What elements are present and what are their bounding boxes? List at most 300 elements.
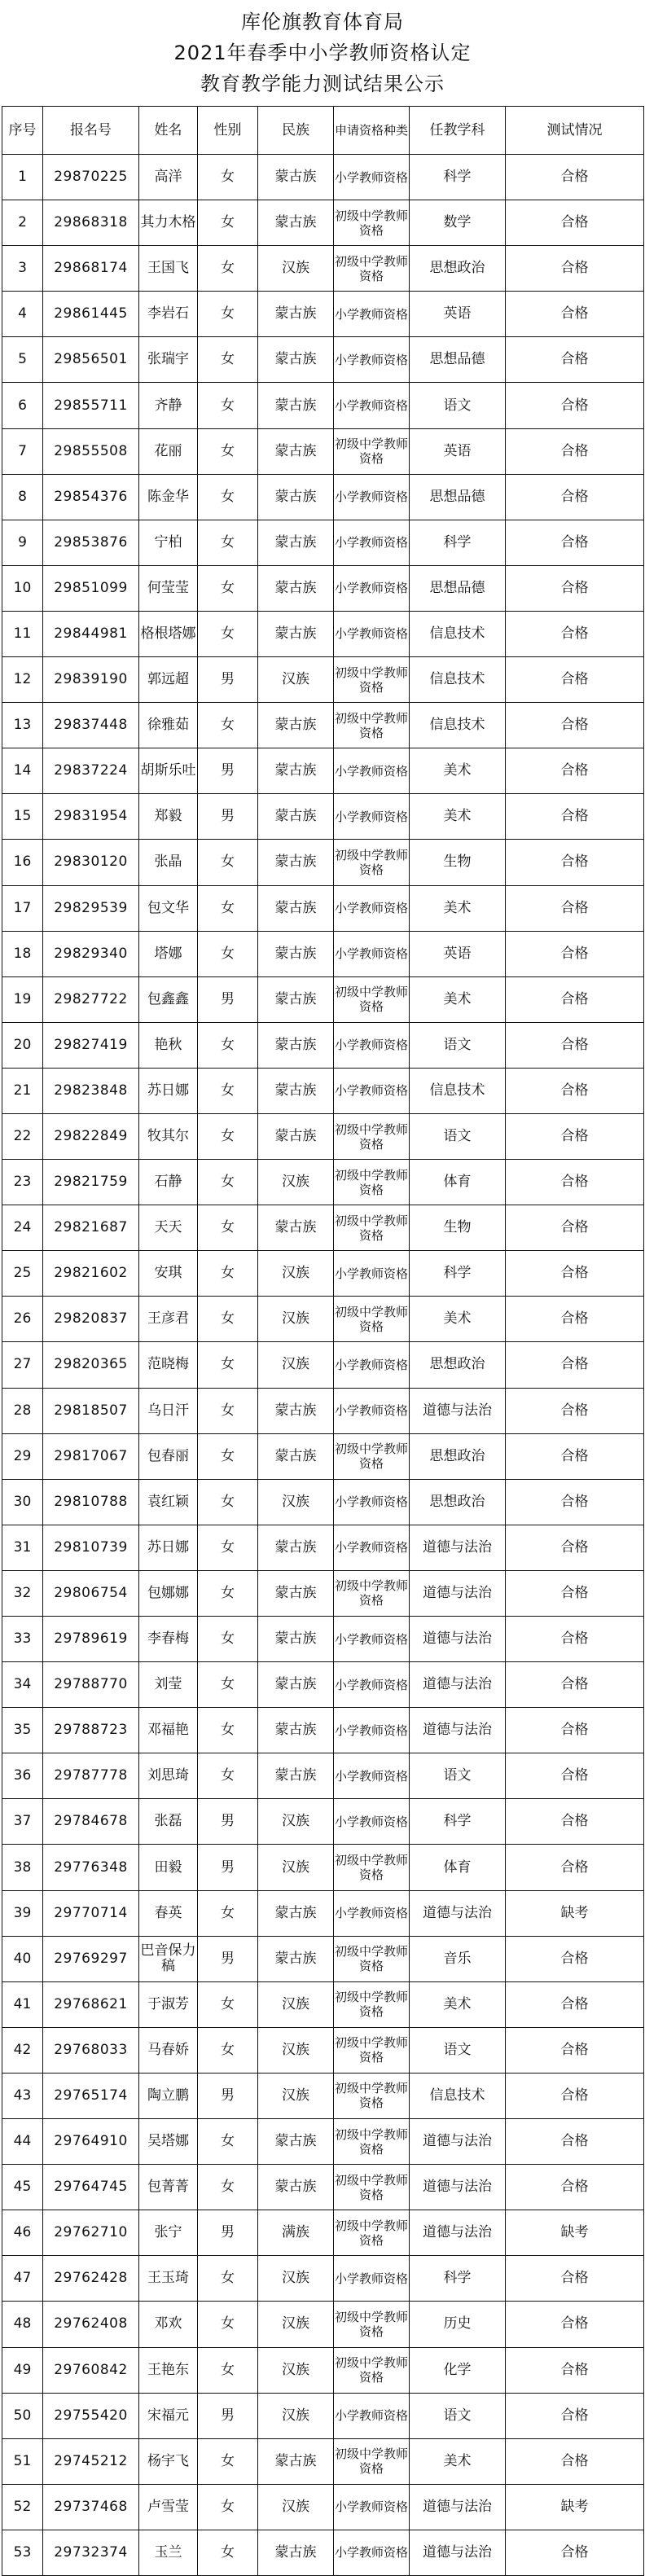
cell-name: 邓福艳 bbox=[139, 1708, 198, 1753]
cell-test-result: 合格 bbox=[506, 565, 644, 611]
cell-ethnicity: 蒙古族 bbox=[258, 428, 334, 474]
table-row bbox=[2, 155, 644, 200]
cell-subject: 语文 bbox=[410, 1022, 506, 1068]
cell-qualification-type: 初级中学教师资格 bbox=[334, 2302, 410, 2347]
table-row bbox=[2, 2347, 644, 2393]
table-row bbox=[2, 794, 644, 840]
cell-seq: 41 bbox=[2, 1981, 43, 2027]
cell-subject: 体育 bbox=[410, 1845, 506, 1890]
table-row bbox=[2, 703, 644, 748]
table-row bbox=[2, 2256, 644, 2302]
cell-reg-no: 29831954 bbox=[43, 794, 139, 840]
cell-seq: 53 bbox=[2, 2530, 43, 2575]
table-row bbox=[2, 565, 644, 611]
table-row bbox=[2, 885, 644, 931]
cell-test-result: 合格 bbox=[506, 748, 644, 794]
cell-gender: 女 bbox=[198, 2027, 258, 2073]
cell-subject: 美术 bbox=[410, 1297, 506, 1342]
cell-name: 张瑞宇 bbox=[139, 337, 198, 383]
table-row bbox=[2, 1388, 644, 1433]
cell-reg-no: 29745212 bbox=[43, 2438, 139, 2484]
cell-test-result: 合格 bbox=[506, 931, 644, 976]
cell-gender: 男 bbox=[198, 657, 258, 703]
cell-ethnicity: 汉族 bbox=[258, 2302, 334, 2347]
cell-name: 包鑫鑫 bbox=[139, 976, 198, 1022]
cell-name: 宋福元 bbox=[139, 2393, 198, 2438]
table-header-row bbox=[2, 107, 644, 155]
table-row bbox=[2, 1890, 644, 1936]
cell-seq: 37 bbox=[2, 1799, 43, 1845]
cell-reg-no: 29806754 bbox=[43, 1570, 139, 1616]
cell-gender: 女 bbox=[198, 1753, 258, 1799]
cell-reg-no: 29855711 bbox=[43, 383, 139, 428]
table-row bbox=[2, 292, 644, 337]
cell-reg-no: 29768033 bbox=[43, 2027, 139, 2073]
cell-gender: 女 bbox=[198, 2530, 258, 2575]
cell-gender: 女 bbox=[198, 1342, 258, 1388]
cell-seq: 36 bbox=[2, 1753, 43, 1799]
cell-ethnicity: 汉族 bbox=[258, 2256, 334, 2302]
cell-test-result: 合格 bbox=[506, 292, 644, 337]
cell-seq: 19 bbox=[2, 976, 43, 1022]
cell-qualification-type: 初级中学教师资格 bbox=[334, 246, 410, 292]
cell-ethnicity: 蒙古族 bbox=[258, 748, 334, 794]
cell-reg-no: 29765174 bbox=[43, 2073, 139, 2118]
cell-gender: 女 bbox=[198, 520, 258, 565]
cell-ethnicity: 蒙古族 bbox=[258, 2165, 334, 2210]
cell-qualification-type: 初级中学教师资格 bbox=[334, 1205, 410, 1251]
cell-qualification-type: 小学教师资格 bbox=[334, 2256, 410, 2302]
cell-subject: 思想政治 bbox=[410, 1433, 506, 1479]
cell-qualification-type: 小学教师资格 bbox=[334, 885, 410, 931]
cell-seq: 47 bbox=[2, 2256, 43, 2302]
cell-ethnicity: 蒙古族 bbox=[258, 703, 334, 748]
cell-qualification-type: 小学教师资格 bbox=[334, 2393, 410, 2438]
header-reg-no: 报名号 bbox=[43, 107, 139, 155]
cell-name: 花丽 bbox=[139, 428, 198, 474]
cell-subject: 道德与法治 bbox=[410, 2210, 506, 2256]
cell-subject: 道德与法治 bbox=[410, 2165, 506, 2210]
cell-reg-no: 29837448 bbox=[43, 703, 139, 748]
table-row bbox=[2, 383, 644, 428]
cell-gender: 女 bbox=[198, 428, 258, 474]
table-row bbox=[2, 1068, 644, 1113]
cell-gender: 女 bbox=[198, 1160, 258, 1205]
table-row bbox=[2, 1433, 644, 1479]
cell-subject: 道德与法治 bbox=[410, 2484, 506, 2530]
table-row bbox=[2, 2027, 644, 2073]
cell-gender: 女 bbox=[198, 2347, 258, 2393]
table-row bbox=[2, 748, 644, 794]
cell-reg-no: 29823848 bbox=[43, 1068, 139, 1113]
cell-gender: 女 bbox=[198, 2302, 258, 2347]
cell-qualification-type: 小学教师资格 bbox=[334, 520, 410, 565]
cell-ethnicity: 蒙古族 bbox=[258, 2119, 334, 2165]
table-row bbox=[2, 246, 644, 292]
cell-test-result: 缺考 bbox=[506, 2210, 644, 2256]
cell-subject: 思想品德 bbox=[410, 474, 506, 520]
cell-reg-no: 29827419 bbox=[43, 1022, 139, 1068]
cell-reg-no: 29776348 bbox=[43, 1845, 139, 1890]
cell-qualification-type: 小学教师资格 bbox=[334, 2530, 410, 2575]
cell-ethnicity: 蒙古族 bbox=[258, 931, 334, 976]
table-row bbox=[2, 1342, 644, 1388]
cell-name: 张晶 bbox=[139, 840, 198, 885]
cell-subject: 道德与法治 bbox=[410, 2119, 506, 2165]
cell-reg-no: 29821759 bbox=[43, 1160, 139, 1205]
cell-subject: 道德与法治 bbox=[410, 1708, 506, 1753]
cell-name: 刘莹 bbox=[139, 1662, 198, 1708]
header-seq: 序号 bbox=[2, 107, 43, 155]
cell-seq: 27 bbox=[2, 1342, 43, 1388]
cell-seq: 2 bbox=[2, 200, 43, 246]
cell-test-result: 合格 bbox=[506, 1068, 644, 1113]
cell-qualification-type: 小学教师资格 bbox=[334, 1708, 410, 1753]
table-row bbox=[2, 611, 644, 656]
cell-qualification-type: 小学教师资格 bbox=[334, 931, 410, 976]
cell-test-result: 合格 bbox=[506, 657, 644, 703]
table-row bbox=[2, 1113, 644, 1159]
cell-seq: 3 bbox=[2, 246, 43, 292]
cell-test-result: 合格 bbox=[506, 428, 644, 474]
cell-test-result: 合格 bbox=[506, 976, 644, 1022]
cell-subject: 美术 bbox=[410, 748, 506, 794]
cell-seq: 42 bbox=[2, 2027, 43, 2073]
cell-name: 包春丽 bbox=[139, 1433, 198, 1479]
cell-reg-no: 29829539 bbox=[43, 885, 139, 931]
cell-name: 乌日汗 bbox=[139, 1388, 198, 1433]
cell-name: 包文华 bbox=[139, 885, 198, 931]
cell-reg-no: 29817067 bbox=[43, 1433, 139, 1479]
cell-ethnicity: 蒙古族 bbox=[258, 2438, 334, 2484]
cell-subject: 美术 bbox=[410, 976, 506, 1022]
cell-ethnicity: 蒙古族 bbox=[258, 155, 334, 200]
cell-gender: 男 bbox=[198, 976, 258, 1022]
cell-name: 王国飞 bbox=[139, 246, 198, 292]
cell-subject: 科学 bbox=[410, 1799, 506, 1845]
cell-qualification-type: 初级中学教师资格 bbox=[334, 2073, 410, 2118]
cell-test-result: 合格 bbox=[506, 2438, 644, 2484]
cell-gender: 女 bbox=[198, 1662, 258, 1708]
cell-qualification-type: 小学教师资格 bbox=[334, 474, 410, 520]
cell-subject: 体育 bbox=[410, 1160, 506, 1205]
cell-test-result: 合格 bbox=[506, 2256, 644, 2302]
cell-gender: 女 bbox=[198, 383, 258, 428]
cell-qualification-type: 初级中学教师资格 bbox=[334, 1297, 410, 1342]
cell-ethnicity: 蒙古族 bbox=[258, 1525, 334, 1570]
cell-reg-no: 29764745 bbox=[43, 2165, 139, 2210]
cell-subject: 道德与法治 bbox=[410, 1525, 506, 1570]
cell-name: 苏日娜 bbox=[139, 1068, 198, 1113]
notice-title bbox=[0, 0, 645, 106]
cell-name: 李岩石 bbox=[139, 292, 198, 337]
cell-subject: 数学 bbox=[410, 200, 506, 246]
cell-seq: 46 bbox=[2, 2210, 43, 2256]
header-test-result: 测试情况 bbox=[506, 107, 644, 155]
cell-qualification-type: 初级中学教师资格 bbox=[334, 1845, 410, 1890]
table-row bbox=[2, 1160, 644, 1205]
cell-reg-no: 29853876 bbox=[43, 520, 139, 565]
cell-seq: 49 bbox=[2, 2347, 43, 2393]
cell-name: 王玉琦 bbox=[139, 2256, 198, 2302]
cell-test-result: 合格 bbox=[506, 1525, 644, 1570]
cell-test-result: 合格 bbox=[506, 1022, 644, 1068]
cell-gender: 女 bbox=[198, 565, 258, 611]
table-row bbox=[2, 200, 644, 246]
cell-gender: 女 bbox=[198, 931, 258, 976]
cell-name: 石静 bbox=[139, 1160, 198, 1205]
cell-gender: 女 bbox=[198, 1068, 258, 1113]
cell-gender: 女 bbox=[198, 611, 258, 656]
cell-test-result: 合格 bbox=[506, 1388, 644, 1433]
cell-reg-no: 29855508 bbox=[43, 428, 139, 474]
cell-name: 范晓梅 bbox=[139, 1342, 198, 1388]
cell-subject: 思想政治 bbox=[410, 246, 506, 292]
cell-ethnicity: 汉族 bbox=[258, 1160, 334, 1205]
cell-reg-no: 29764910 bbox=[43, 2119, 139, 2165]
cell-subject: 语文 bbox=[410, 2393, 506, 2438]
cell-test-result: 合格 bbox=[506, 2165, 644, 2210]
cell-reg-no: 29870225 bbox=[43, 155, 139, 200]
cell-seq: 8 bbox=[2, 474, 43, 520]
cell-name: 格根塔娜 bbox=[139, 611, 198, 656]
cell-gender: 女 bbox=[198, 1890, 258, 1936]
cell-gender: 女 bbox=[198, 246, 258, 292]
cell-ethnicity: 汉族 bbox=[258, 657, 334, 703]
cell-qualification-type: 小学教师资格 bbox=[334, 1479, 410, 1525]
cell-seq: 48 bbox=[2, 2302, 43, 2347]
cell-gender: 女 bbox=[198, 1388, 258, 1433]
cell-subject: 信息技术 bbox=[410, 657, 506, 703]
cell-reg-no: 29770714 bbox=[43, 1890, 139, 1936]
cell-seq: 14 bbox=[2, 748, 43, 794]
cell-qualification-type: 小学教师资格 bbox=[334, 1022, 410, 1068]
cell-ethnicity: 蒙古族 bbox=[258, 1022, 334, 1068]
cell-seq: 17 bbox=[2, 885, 43, 931]
cell-qualification-type: 初级中学教师资格 bbox=[334, 1433, 410, 1479]
cell-seq: 43 bbox=[2, 2073, 43, 2118]
cell-test-result: 合格 bbox=[506, 1205, 644, 1251]
cell-gender: 女 bbox=[198, 1022, 258, 1068]
cell-subject: 道德与法治 bbox=[410, 1617, 506, 1662]
cell-qualification-type: 小学教师资格 bbox=[334, 1753, 410, 1799]
cell-name: 陈金华 bbox=[139, 474, 198, 520]
cell-seq: 22 bbox=[2, 1113, 43, 1159]
cell-gender: 女 bbox=[198, 2438, 258, 2484]
cell-name: 李春梅 bbox=[139, 1617, 198, 1662]
table-row bbox=[2, 657, 644, 703]
cell-ethnicity: 汉族 bbox=[258, 1845, 334, 1890]
header-subject: 任教学科 bbox=[410, 107, 506, 155]
cell-name: 牧其尔 bbox=[139, 1113, 198, 1159]
cell-qualification-type: 小学教师资格 bbox=[334, 292, 410, 337]
cell-name: 徐雅茹 bbox=[139, 703, 198, 748]
cell-test-result: 合格 bbox=[506, 703, 644, 748]
cell-qualification-type: 小学教师资格 bbox=[334, 1617, 410, 1662]
cell-test-result: 合格 bbox=[506, 1342, 644, 1388]
cell-name: 春英 bbox=[139, 1890, 198, 1936]
cell-seq: 52 bbox=[2, 2484, 43, 2530]
cell-subject: 科学 bbox=[410, 155, 506, 200]
cell-subject: 生物 bbox=[410, 1205, 506, 1251]
cell-subject: 历史 bbox=[410, 2302, 506, 2347]
cell-qualification-type: 初级中学教师资格 bbox=[334, 200, 410, 246]
cell-seq: 33 bbox=[2, 1617, 43, 1662]
cell-ethnicity: 蒙古族 bbox=[258, 885, 334, 931]
cell-qualification-type: 小学教师资格 bbox=[334, 337, 410, 383]
table-row bbox=[2, 1662, 644, 1708]
table-row bbox=[2, 1936, 644, 1981]
cell-seq: 30 bbox=[2, 1479, 43, 1525]
cell-seq: 51 bbox=[2, 2438, 43, 2484]
cell-ethnicity: 汉族 bbox=[258, 2393, 334, 2438]
title-line-2: 2021年春季中小学教师资格认定 bbox=[173, 42, 472, 64]
table-row bbox=[2, 337, 644, 383]
cell-gender: 女 bbox=[198, 1708, 258, 1753]
cell-ethnicity: 汉族 bbox=[258, 1342, 334, 1388]
cell-reg-no: 29784678 bbox=[43, 1799, 139, 1845]
cell-seq: 23 bbox=[2, 1160, 43, 1205]
cell-ethnicity: 蒙古族 bbox=[258, 1708, 334, 1753]
cell-ethnicity: 蒙古族 bbox=[258, 976, 334, 1022]
table-row bbox=[2, 2119, 644, 2165]
cell-test-result: 合格 bbox=[506, 794, 644, 840]
cell-test-result: 合格 bbox=[506, 1160, 644, 1205]
cell-ethnicity: 蒙古族 bbox=[258, 474, 334, 520]
cell-qualification-type: 初级中学教师资格 bbox=[334, 2210, 410, 2256]
cell-seq: 24 bbox=[2, 1205, 43, 1251]
cell-reg-no: 29737468 bbox=[43, 2484, 139, 2530]
cell-reg-no: 29820837 bbox=[43, 1297, 139, 1342]
cell-gender: 女 bbox=[198, 1113, 258, 1159]
cell-reg-no: 29821687 bbox=[43, 1205, 139, 1251]
cell-ethnicity: 汉族 bbox=[258, 2347, 334, 2393]
table-row bbox=[2, 1479, 644, 1525]
header-ethnicity: 民族 bbox=[258, 107, 334, 155]
cell-name: 其力木格 bbox=[139, 200, 198, 246]
cell-ethnicity: 蒙古族 bbox=[258, 565, 334, 611]
cell-gender: 女 bbox=[198, 155, 258, 200]
cell-test-result: 合格 bbox=[506, 337, 644, 383]
title-line-1: 库伦旗教育体育局 bbox=[241, 11, 404, 33]
cell-reg-no: 29868318 bbox=[43, 200, 139, 246]
cell-seq: 1 bbox=[2, 155, 43, 200]
cell-seq: 20 bbox=[2, 1022, 43, 1068]
cell-ethnicity: 蒙古族 bbox=[258, 1617, 334, 1662]
cell-subject: 美术 bbox=[410, 2438, 506, 2484]
cell-test-result: 合格 bbox=[506, 1936, 644, 1981]
cell-qualification-type: 小学教师资格 bbox=[334, 2484, 410, 2530]
cell-qualification-type: 小学教师资格 bbox=[334, 383, 410, 428]
table-row bbox=[2, 520, 644, 565]
cell-test-result: 合格 bbox=[506, 383, 644, 428]
cell-subject: 音乐 bbox=[410, 1936, 506, 1981]
cell-ethnicity: 汉族 bbox=[258, 246, 334, 292]
cell-gender: 女 bbox=[198, 703, 258, 748]
table-row bbox=[2, 474, 644, 520]
cell-reg-no: 29829340 bbox=[43, 931, 139, 976]
cell-reg-no: 29839190 bbox=[43, 657, 139, 703]
cell-test-result: 合格 bbox=[506, 200, 644, 246]
cell-ethnicity: 蒙古族 bbox=[258, 200, 334, 246]
table-row bbox=[2, 1570, 644, 1616]
cell-qualification-type: 小学教师资格 bbox=[334, 1251, 410, 1297]
table-row bbox=[2, 1617, 644, 1662]
table-row bbox=[2, 2073, 644, 2118]
cell-reg-no: 29822849 bbox=[43, 1113, 139, 1159]
cell-qualification-type: 小学教师资格 bbox=[334, 1342, 410, 1388]
cell-subject: 道德与法治 bbox=[410, 1662, 506, 1708]
table-row bbox=[2, 2530, 644, 2575]
cell-ethnicity: 蒙古族 bbox=[258, 1890, 334, 1936]
cell-qualification-type: 初级中学教师资格 bbox=[334, 703, 410, 748]
table-row bbox=[2, 1205, 644, 1251]
cell-subject: 科学 bbox=[410, 1251, 506, 1297]
cell-subject: 美术 bbox=[410, 1981, 506, 2027]
cell-gender: 男 bbox=[198, 1799, 258, 1845]
cell-gender: 女 bbox=[198, 1297, 258, 1342]
cell-subject: 科学 bbox=[410, 520, 506, 565]
cell-ethnicity: 蒙古族 bbox=[258, 1113, 334, 1159]
cell-reg-no: 29762408 bbox=[43, 2302, 139, 2347]
cell-qualification-type: 初级中学教师资格 bbox=[334, 657, 410, 703]
cell-name: 吴塔娜 bbox=[139, 2119, 198, 2165]
cell-name: 王彦君 bbox=[139, 1297, 198, 1342]
cell-subject: 信息技术 bbox=[410, 1068, 506, 1113]
cell-reg-no: 29769297 bbox=[43, 1936, 139, 1981]
cell-test-result: 合格 bbox=[506, 1617, 644, 1662]
cell-reg-no: 29760842 bbox=[43, 2347, 139, 2393]
cell-reg-no: 29861445 bbox=[43, 292, 139, 337]
cell-reg-no: 29830120 bbox=[43, 840, 139, 885]
cell-ethnicity: 蒙古族 bbox=[258, 1662, 334, 1708]
cell-test-result: 合格 bbox=[506, 1433, 644, 1479]
cell-subject: 道德与法治 bbox=[410, 1890, 506, 1936]
cell-ethnicity: 蒙古族 bbox=[258, 383, 334, 428]
cell-subject: 科学 bbox=[410, 2256, 506, 2302]
cell-test-result: 合格 bbox=[506, 2119, 644, 2165]
cell-ethnicity: 蒙古族 bbox=[258, 794, 334, 840]
cell-gender: 女 bbox=[198, 200, 258, 246]
cell-ethnicity: 蒙古族 bbox=[258, 1068, 334, 1113]
cell-subject: 信息技术 bbox=[410, 703, 506, 748]
cell-name: 苏日娜 bbox=[139, 1525, 198, 1570]
cell-seq: 38 bbox=[2, 1845, 43, 1890]
cell-gender: 男 bbox=[198, 1936, 258, 1981]
cell-qualification-type: 初级中学教师资格 bbox=[334, 1160, 410, 1205]
cell-qualification-type: 初级中学教师资格 bbox=[334, 976, 410, 1022]
cell-name: 何莹莹 bbox=[139, 565, 198, 611]
cell-gender: 女 bbox=[198, 1205, 258, 1251]
cell-test-result: 合格 bbox=[506, 2347, 644, 2393]
cell-subject: 英语 bbox=[410, 931, 506, 976]
cell-gender: 男 bbox=[198, 748, 258, 794]
cell-name: 包菁菁 bbox=[139, 2165, 198, 2210]
cell-ethnicity: 满族 bbox=[258, 2210, 334, 2256]
cell-reg-no: 29820365 bbox=[43, 1342, 139, 1388]
cell-ethnicity: 蒙古族 bbox=[258, 292, 334, 337]
cell-seq: 40 bbox=[2, 1936, 43, 1981]
cell-reg-no: 29818507 bbox=[43, 1388, 139, 1433]
cell-ethnicity: 汉族 bbox=[258, 1297, 334, 1342]
cell-name: 张宁 bbox=[139, 2210, 198, 2256]
cell-gender: 女 bbox=[198, 337, 258, 383]
cell-reg-no: 29827722 bbox=[43, 976, 139, 1022]
cell-name: 王艳东 bbox=[139, 2347, 198, 2393]
cell-gender: 女 bbox=[198, 2484, 258, 2530]
cell-subject: 化学 bbox=[410, 2347, 506, 2393]
cell-test-result: 合格 bbox=[506, 2027, 644, 2073]
